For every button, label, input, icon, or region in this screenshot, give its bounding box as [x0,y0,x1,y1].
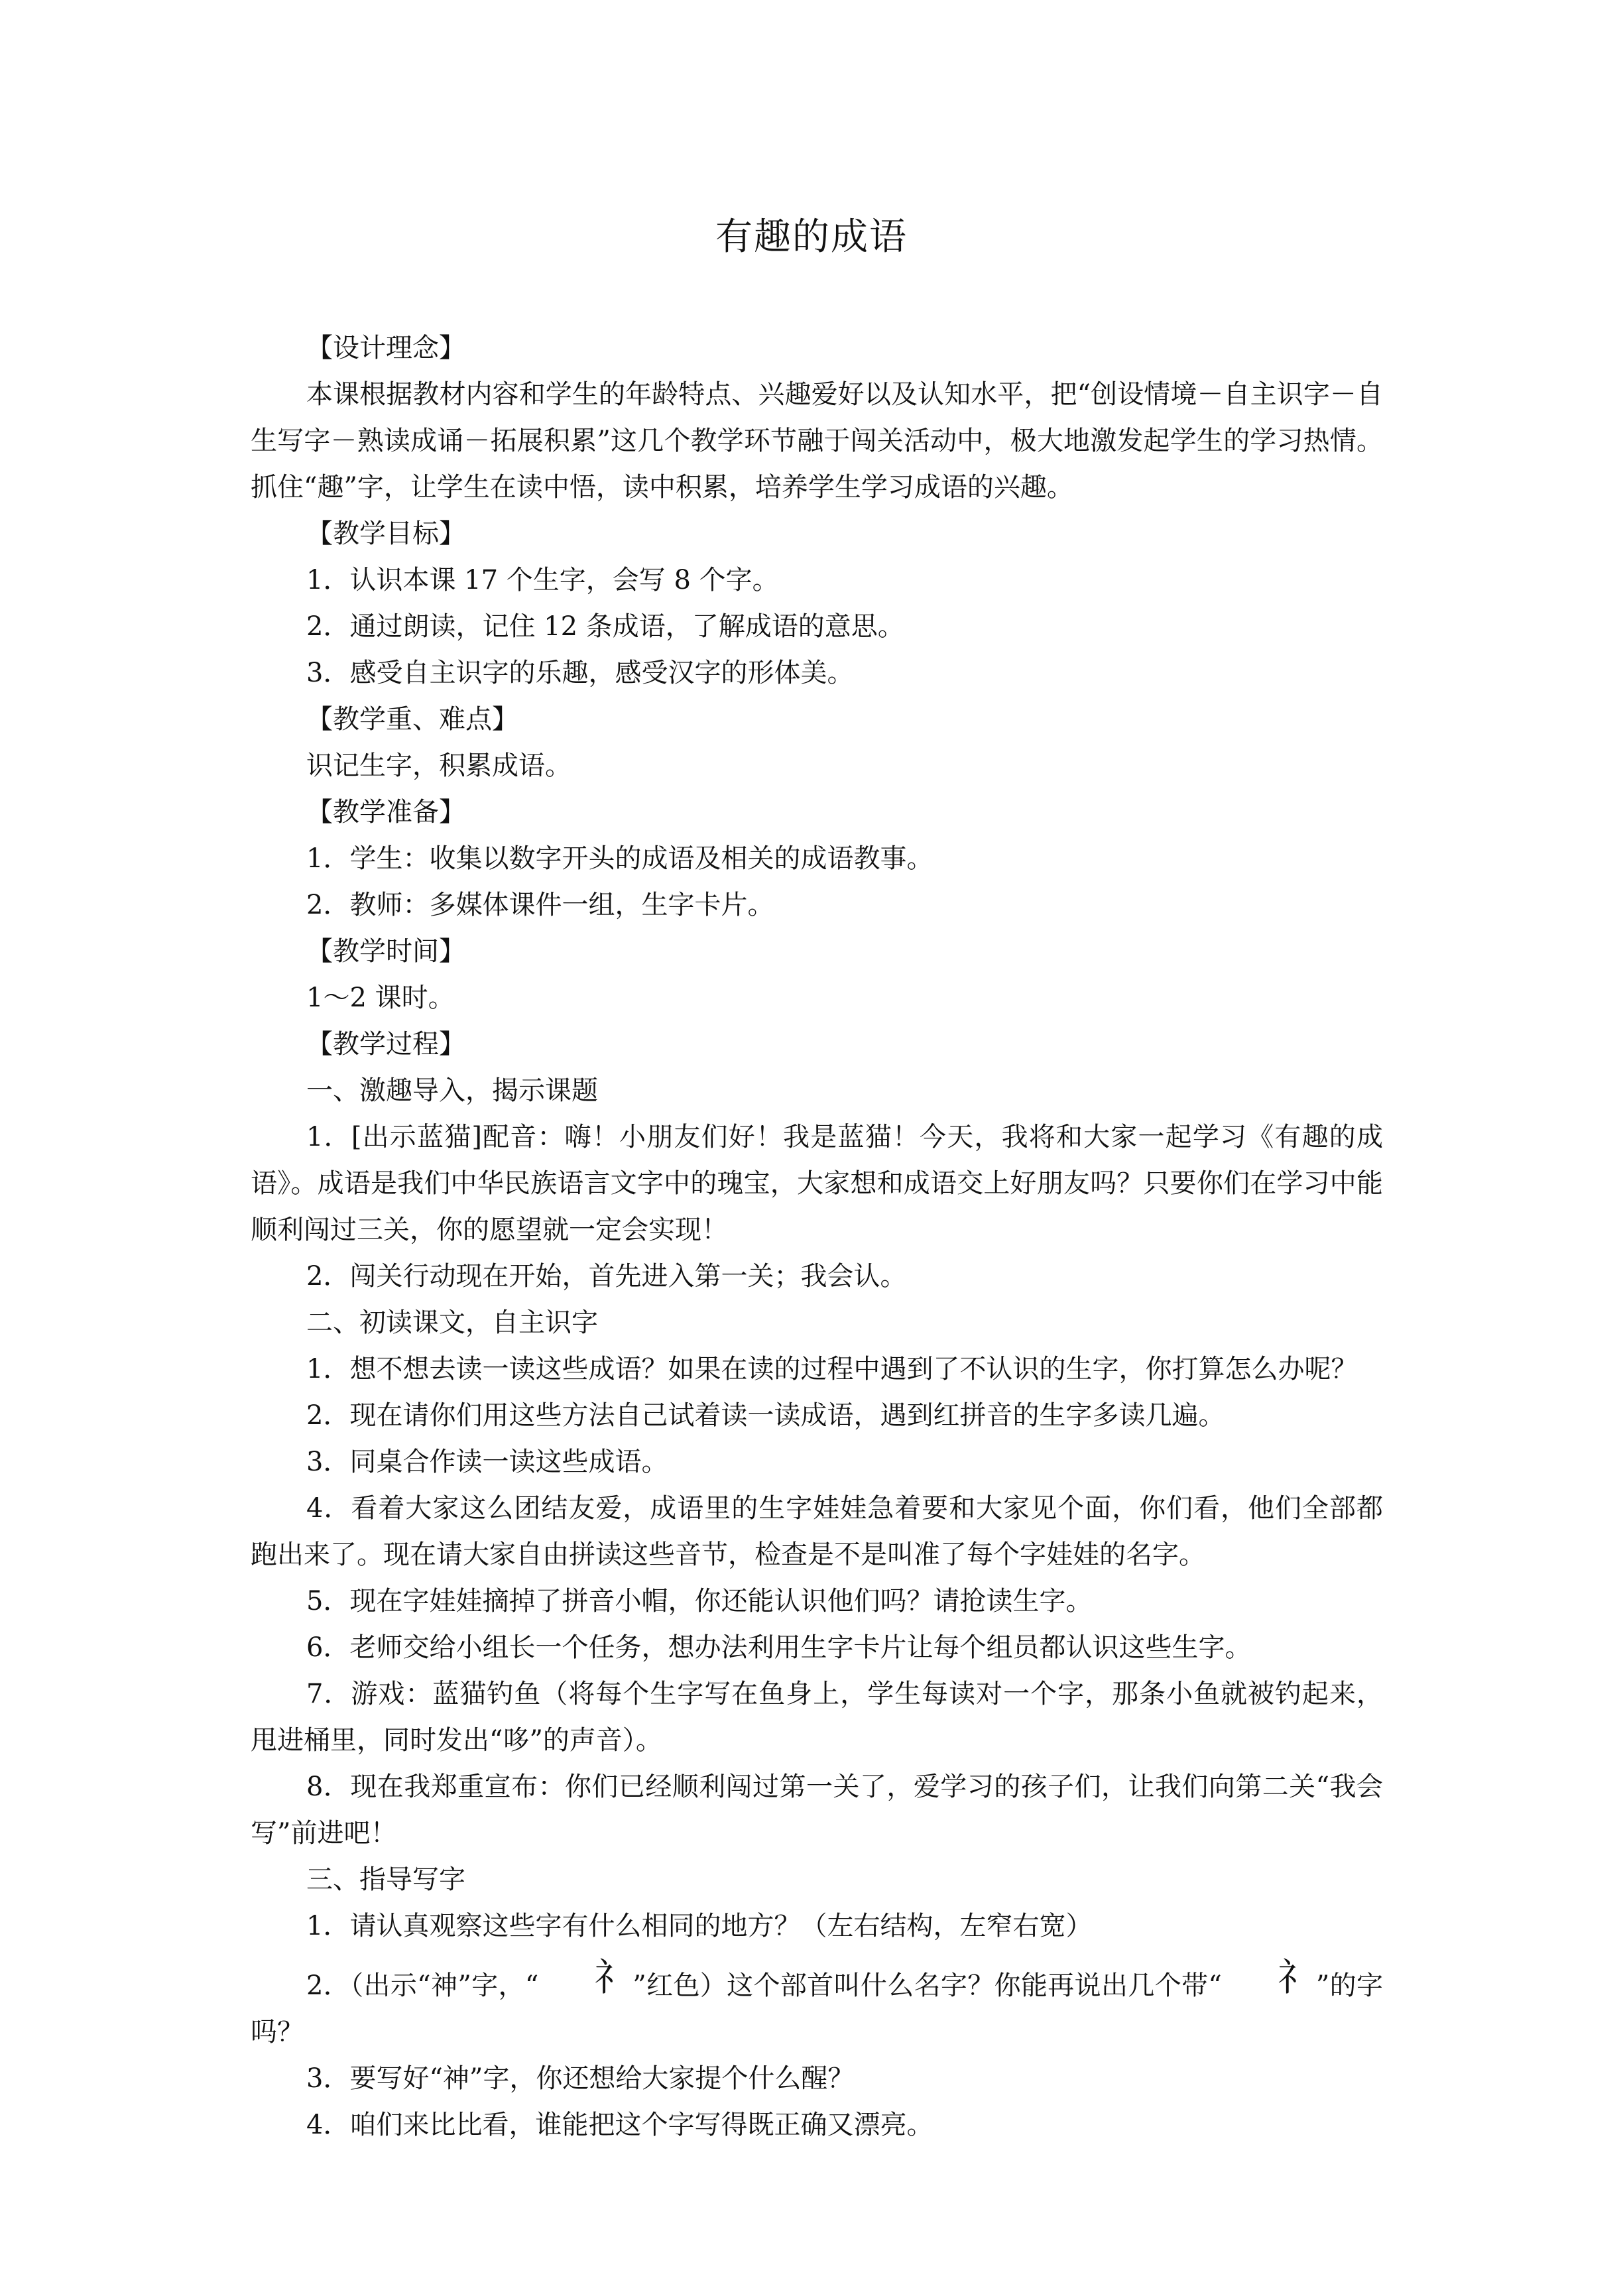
part1-heading: 一、激趣导入，揭示课题 [306,1075,598,1106]
part3-item2-text-a: 2．（出示“神”字，“ [306,1970,539,2001]
part3-item: 4．咱们来比比看，谁能把这个字写得既正确又漂亮。 [306,2110,933,2140]
part1-item: 2．闯关行动现在开始，首先进入第一关；我会认。 [306,1261,907,1292]
part3-item: 3．要写好“神”字，你还想给大家提个什么醒？ [306,2063,855,2094]
part2-item: 7．游戏：蓝猫钓鱼（将每个生字写在鱼身上，学生每读对一个字，那条小鱼就被钓起来，甩进桶里，同时发出“哆”的声音）。 [251,1679,1383,1756]
part3-item2-text-b: ”红色）这个部首叫什么名字？你能再说出几个带“ [632,1970,1222,2001]
design-paragraph: 本课根据教材内容和学生的年龄特点、兴趣爱好以及认知水平，把“创设情境－自主识字－自生写字－熟读成诵－拓展积累”这几个教学环节融于闯关活动中，极大地激发起学生的学习热情。抓住“趣”字，让学生在读中悟，读中积累，培养学生学习成语的兴趣。 [251,379,1383,503]
part2-item: 1．想不想去读一读这些成语？如果在读的过程中遇到了不认识的生字，你打算怎么办呢？ [306,1354,1358,1384]
key-paragraph: 识记生字，积累成语。 [306,751,571,781]
goal-item: 3．感受自主识字的乐趣，感受汉字的形体美。 [306,658,854,688]
part2-item: 4．看着大家这么团结友爱，成语里的生字娃娃急着要和大家见个面，你们看，他们全部都跑出来了。现在请大家自由拼读这些音节，检查是不是叫准了每个字娃娃的名字。 [251,1493,1383,1570]
goals-heading: 【教学目标】 [306,518,465,549]
part1-item: 1．[出示蓝猫]配音：嗨！小朋友们好！我是蓝猫！今天，我将和大家一起学习《有趣的成语》。成语是我们中华民族语言文字中的瑰宝，大家想和成语交上好朋友吗？只要你们在学习中能顺利闯过三关，你的愿望就一定会实现！ [251,1122,1383,1245]
part3-item2-text-c: ”的字吗？ [251,1970,1384,2047]
time-paragraph: 1～2 课时。 [306,983,455,1013]
goal-item: 2．通过朗读，记住 12 条成语，了解成语的意思。 [306,611,904,642]
document-body [251,325,1383,2148]
design-heading: 【设计理念】 [306,333,465,363]
goal-item: 1．认识本课 17 个生字，会写 8 个字。 [306,565,779,595]
process-heading: 【教学过程】 [306,1029,465,1059]
part2-item: 8．现在我郑重宣布：你们已经顺利闯过第一关了，爱学习的孩子们，让我们向第二关“我会写”前进吧！ [251,1772,1383,1848]
part3-item: 1．请认真观察这些字有什么相同的地方？（左右结构，左窄右宽） [306,1911,1093,1941]
part2-item: 5．现在字娃娃摘掉了拼音小帽，你还能认识他们吗？请抢读生字。 [306,1586,1093,1616]
radical-shi-glyph: 礻 [594,1955,633,2000]
page-title: 有趣的成语 [715,215,908,259]
key-heading: 【教学重、难点】 [306,704,518,735]
prep-item: 2．教师：多媒体课件一组，生字卡片。 [306,890,774,920]
part2-item: 3．同桌合作读一读这些成语。 [306,1447,668,1477]
prep-heading: 【教学准备】 [306,797,465,827]
radical-shi-glyph: 礻 [1277,1955,1316,2000]
part2-heading: 二、初读课文，自主识字 [306,1307,598,1338]
time-heading: 【教学时间】 [306,936,465,967]
part2-item: 2．现在请你们用这些方法自己试着读一读成语，遇到红拼音的生字多读几遍。 [306,1400,1225,1431]
part3-item-radical [251,1955,1384,2055]
part3-heading: 三、指导写字 [306,1864,465,1895]
part2-item: 6．老师交给小组长一个任务，想办法利用生字卡片让每个组员都认识这些生字。 [306,1632,1252,1663]
prep-item: 1．学生：收集以数字开头的成语及相关的成语教事。 [306,843,933,874]
